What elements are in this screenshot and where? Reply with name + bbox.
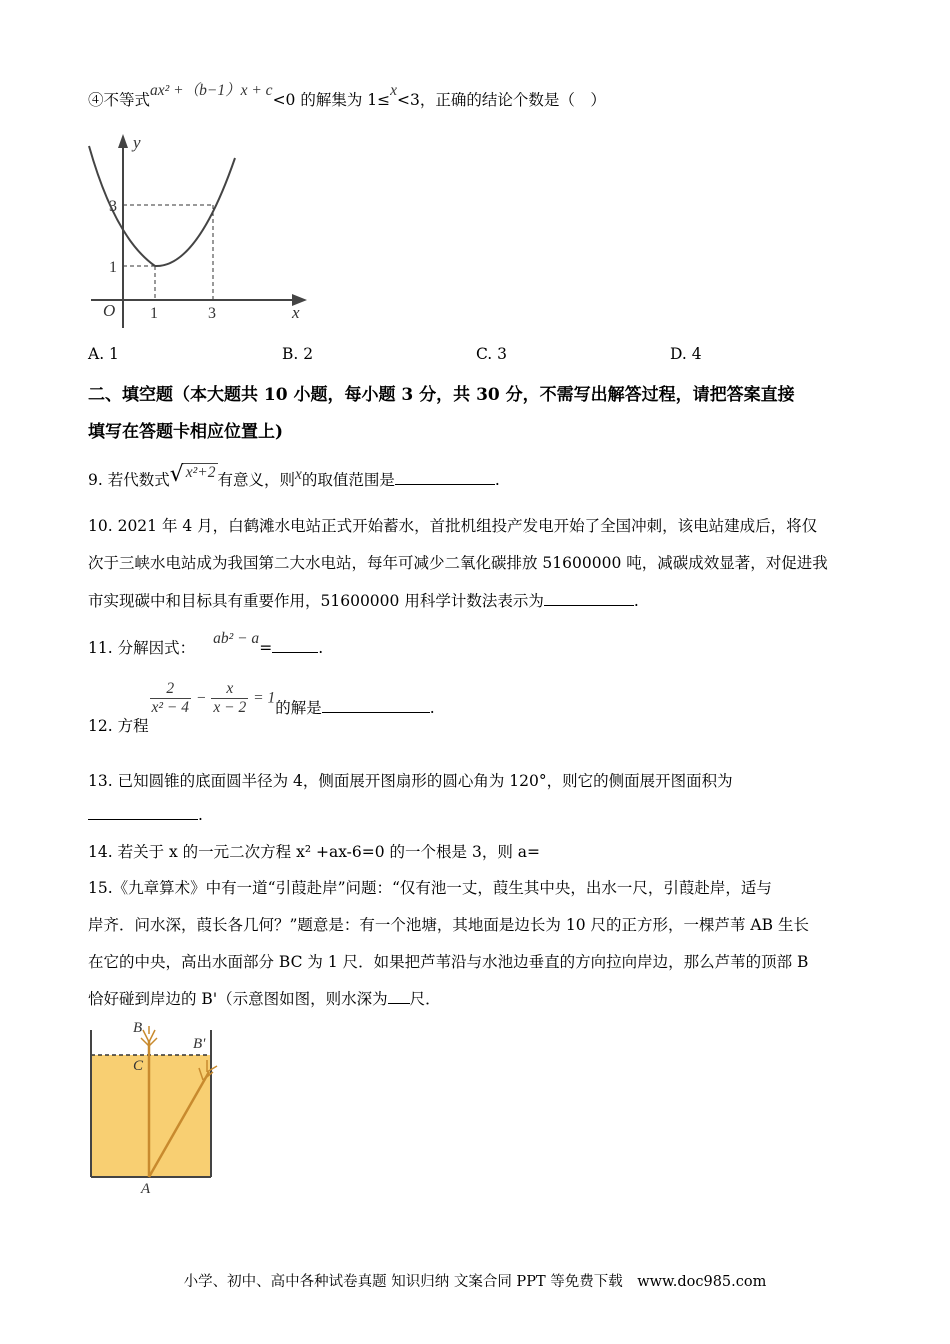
- q15-line2: 岸齐．问水深，葭长各几何？”题意是：有一个池塘，其地面是边长为 10 尺的正方形，一棵芦苇 AB 生长: [88, 916, 809, 934]
- q9-mid: 有意义，则: [217, 471, 296, 489]
- y-axis-label: y: [133, 133, 141, 152]
- q15-line1: 15.《九章算术》中有一道“引葭赴岸”问题：“仅有池一丈，葭生其中央，出水一尺，引葭赴岸，适与: [88, 879, 772, 897]
- q10-line2: 次于三峡水电站成为我国第二大水电站，每年可减少二氧化碳排放 51600000 吨，减碳成效显著，对促进我: [88, 554, 828, 572]
- q9-line: [88, 462, 500, 491]
- option-a: A. 1: [88, 345, 119, 363]
- q13-line2: [88, 805, 203, 824]
- q9-answer-blank[interactable]: [395, 470, 495, 485]
- q8-item4-suffix: <3，正确的结论个数是（ ）: [397, 91, 606, 109]
- label-a: A: [141, 1181, 151, 1197]
- label-b-prime: B': [193, 1036, 206, 1052]
- q8-item4-var: x: [390, 82, 398, 99]
- option-d: D. 4: [670, 345, 702, 363]
- q10-end: .: [633, 592, 639, 610]
- x-tick-3: 3: [208, 305, 216, 322]
- q12-post: 的解是: [275, 698, 322, 717]
- section2-heading-line2: 填写在答题卡相应位置上): [88, 422, 284, 442]
- pond-reed-diagram: [85, 1012, 225, 1197]
- option-c: C. 3: [476, 345, 508, 363]
- y-tick-3: 3: [109, 198, 117, 215]
- q15-line4-pre: 恰好碰到岸边的 B'（示意图如图，则水深为: [88, 990, 388, 1008]
- q9-end: .: [494, 471, 500, 489]
- q8-item4-line: [88, 82, 606, 110]
- q12-num2: x: [226, 680, 234, 697]
- option-b: B. 2: [282, 345, 314, 363]
- q12-eq: = 1: [253, 689, 276, 707]
- q12-end: .: [429, 698, 435, 717]
- q10-answer-blank[interactable]: [544, 591, 634, 606]
- q9-post: 的取值范围是: [301, 471, 395, 489]
- q12-minus: −: [195, 689, 207, 707]
- q11-pre: 11. 分解因式：: [88, 639, 196, 657]
- x-axis-label: x: [292, 303, 300, 322]
- q12-num1: 2: [166, 680, 175, 697]
- label-b: B: [133, 1020, 143, 1036]
- q12-den1: x² − 4: [151, 699, 190, 716]
- q11-line: [88, 630, 324, 658]
- q9-pre: 9. 若代数式: [88, 471, 170, 489]
- page-footer: 小学、初中、高中各种试卷真题 知识归纳 文案合同 PPT 等免费下载 www.doc985.com: [183, 1274, 767, 1290]
- q11-end: .: [318, 639, 324, 657]
- q12-pre: 12. 方程: [88, 716, 149, 735]
- origin-label: O: [103, 301, 116, 320]
- q15-line4-post: 尺．: [409, 990, 441, 1008]
- q12-line: [88, 680, 435, 735]
- q11-expression: ab² − a: [213, 630, 260, 647]
- sqrt-symbol-icon: √: [169, 462, 184, 487]
- q12-answer-blank[interactable]: [322, 698, 430, 713]
- pond-water: [91, 1055, 211, 1177]
- q12-fraction-1: [150, 680, 192, 717]
- q10-line3: 市实现碳中和目标具有重要作用，51600000 用科学计数法表示为: [88, 592, 544, 610]
- x-tick-1: 1: [150, 305, 158, 322]
- section2-heading-line1: 二、填空题（本大题共 10 小题，每小题 3 分，共 30 分，不需写出解答过程，请把答案直接: [88, 385, 795, 405]
- q8-item4-prefix: ④不等式: [88, 91, 151, 109]
- q13-line1: 13. 已知圆锥的底面圆半径为 4，侧面展开图扇形的圆心角为 120°，则它的侧面展开图面积为: [88, 772, 733, 790]
- q8-item4-mid: <0 的解集为 1≤: [272, 91, 391, 109]
- q15-answer-blank[interactable]: [388, 989, 410, 1004]
- q9-var: x: [295, 466, 302, 483]
- y-tick-1: 1: [109, 259, 117, 276]
- label-c: C: [133, 1058, 144, 1074]
- q13-answer-blank[interactable]: [88, 805, 198, 820]
- q11-answer-blank[interactable]: [272, 638, 318, 653]
- q14-line: 14. 若关于 x 的一元二次方程 x² +ax-6=0 的一个根是 3，则 a=: [88, 843, 540, 861]
- q13-end: .: [198, 806, 203, 824]
- q15-line3: 在它的中央，高出水面部分 BC 为 1 尺．如果把芦苇沿与水池边垂直的方向拉向岸边，那么芦苇的顶部 B: [88, 953, 809, 971]
- q12-den2: x − 2: [213, 699, 247, 716]
- q10-line3-wrap: [88, 589, 639, 611]
- q9-radicand: x²+2: [185, 464, 216, 481]
- q15-line4: [88, 987, 441, 1009]
- q11-eq: =: [259, 639, 273, 657]
- q8-item4-expression: ax² +（b−1）x + c: [150, 82, 273, 99]
- q12-fraction-2: [211, 680, 248, 717]
- q10-line1: 10. 2021 年 4 月，白鹤滩水电站正式开始蓄水，首批机组投产发电开始了全国冲刺，该电站建成后，将仅: [88, 517, 818, 535]
- parabola-graph: [85, 128, 315, 333]
